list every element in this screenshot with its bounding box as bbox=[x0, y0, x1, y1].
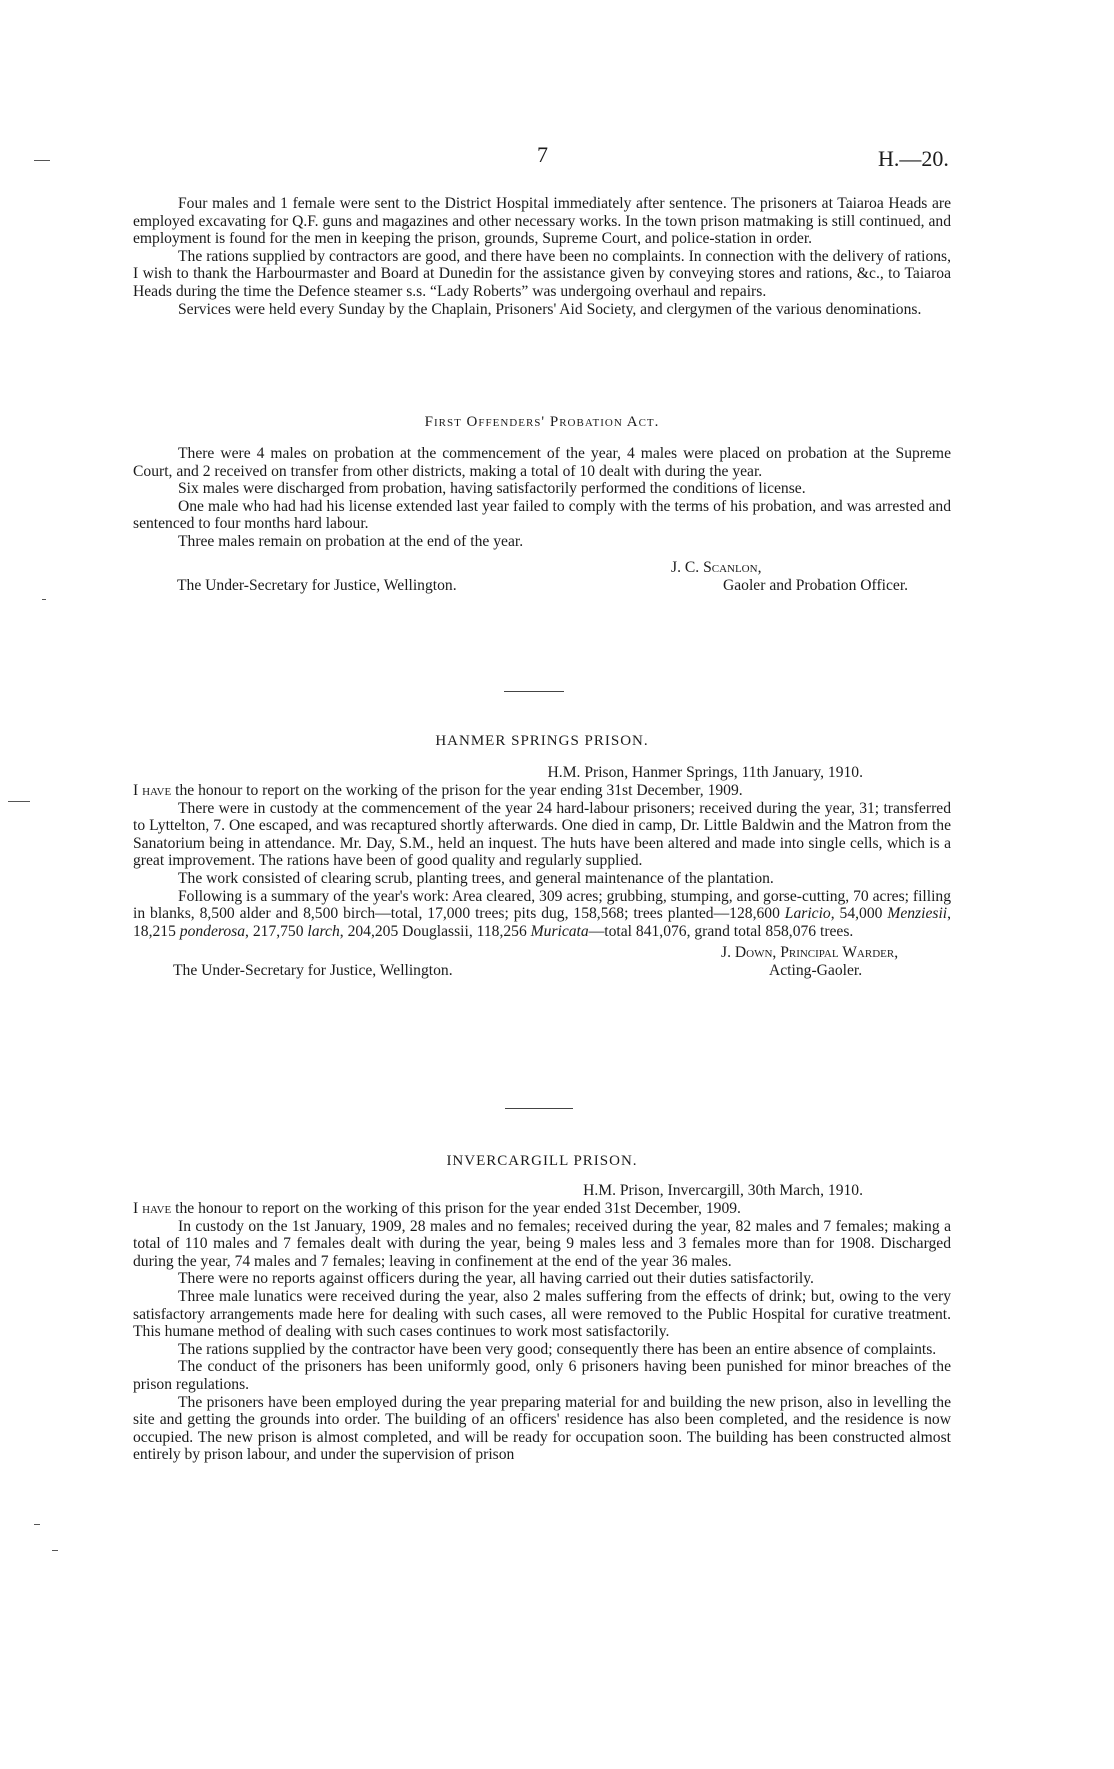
species-name: Muricata bbox=[530, 922, 589, 940]
species-name: Laricio bbox=[784, 905, 831, 923]
opening-paragraph bbox=[133, 1200, 951, 1218]
paragraph: In custody on the 1st January, 1909, 28 males and no females; received during the year, 82 males and 7 females; making a total of 110 males and 7 females dealt with during the year, being 9 males less and 3 females more than for 1908. Discharged during the year, 74 males and 7 females; leaving in confinement at the end of the year 36 males. bbox=[133, 1217, 951, 1270]
signatory-title: Gaoler and Probation Officer. bbox=[723, 576, 909, 594]
document-reference: H.—20. bbox=[878, 146, 949, 171]
margin-mark bbox=[8, 801, 30, 802]
signatory-title: Acting-Gaoler. bbox=[769, 962, 863, 980]
divider bbox=[504, 691, 564, 692]
signatory-name: J. Down, Principal Warder, bbox=[721, 944, 899, 962]
paragraph: The rations supplied by the contractor have been very good; consequently there has been an entire absence of complaints. bbox=[178, 1340, 937, 1358]
paragraph: One male who had had his license extended last year failed to comply with the terms of his probation, and was arrested and sentenced to four months hard labour. bbox=[133, 497, 951, 533]
section-heading: HANMER SPRINGS PRISON. bbox=[435, 733, 649, 749]
summary-text: Following is a summary of the year's work: Area cleared, 309 acres; grubbing, stumping, and gorse-cutting, 70 acres; filling in blanks, 8,500 alder and 8,500 birch—total, 17,000 trees; pits dug, 158,568; trees planted—128,600 bbox=[133, 887, 951, 923]
paragraph: Three male lunatics were received during the year, also 2 males suffering from the effects of drink; but, owing to the very satisfactory arrangements made here for dealing with such cases, all were removed to the Public Hospital for curative treatment. This humane method of dealing with such cases continues to work most satisfactorily. bbox=[133, 1287, 951, 1341]
paragraph: The prisoners have been employed during the year preparing material for and building the new prison, also in levelling the site and getting the grounds into order. The building of an officers' residence has also been completed, and the residence is now occupied. The new prison is almost completed, and will be ready for occupation soon. The building has been constructed almost entirely by prison labour, and under the supervision of prison bbox=[133, 1393, 951, 1464]
signature-block bbox=[133, 559, 951, 595]
addressee: The Under-Secretary for Justice, Wellington. bbox=[177, 576, 457, 594]
summary-paragraph bbox=[133, 888, 951, 941]
paragraph: There were no reports against officers during the year, all having carried out their duties satisfactorily. bbox=[178, 1270, 814, 1288]
opening-caps: I have bbox=[133, 782, 172, 799]
summary-text: , 54,000 bbox=[830, 905, 888, 923]
section-heading: INVERCARGILL PRISON. bbox=[446, 1153, 638, 1169]
opening-text: the honour to report on the working of the prison for the year ending 31st December, 1909. bbox=[171, 782, 743, 799]
paragraph: Three males remain on probation at the end of the year. bbox=[178, 532, 524, 550]
probation-section bbox=[133, 414, 951, 595]
opening-caps: I have bbox=[133, 1200, 172, 1217]
paragraph: The conduct of the prisoners has been uniformly good, only 6 prisoners having been punished for minor breaches of the prison regulations. bbox=[133, 1358, 951, 1393]
paragraph: The work consisted of clearing scrub, planting trees, and general maintenance of the plantation. bbox=[178, 869, 774, 887]
margin-mark bbox=[34, 1524, 40, 1525]
paragraph: Four males and 1 female were sent to the District Hospital immediately after sentence. The prisoners at Taiaroa Heads are employed excavating for Q.F. guns and magazines and other necessary works. In the town prison matmaking is still continued, and employment is found for the men in keeping the prison, grounds, Supreme Court, and police-station in order. bbox=[133, 195, 951, 248]
species-name: larch bbox=[307, 922, 340, 940]
summary-text: , 18,215 bbox=[133, 905, 952, 940]
paragraph: Six males were discharged from probation, having satisfactorily performed the conditions of license. bbox=[178, 480, 806, 498]
opening-text: the honour to report on the working of this prison for the year ended 31st December, 1909. bbox=[171, 1200, 741, 1217]
page-number: 7 bbox=[537, 142, 548, 167]
hanmer-section bbox=[133, 733, 951, 980]
species-name: Menziesii bbox=[887, 905, 948, 923]
paragraph: Services were held every Sunday by the Chaplain, Prisoners' Aid Society, and clergymen of the various denominations. bbox=[178, 300, 922, 318]
signatory-name: J. C. Scanlon, bbox=[671, 558, 762, 576]
summary-text: , 204,205 Douglassii, 118,256 bbox=[339, 922, 531, 940]
dateline: H.M. Prison, Invercargill, 30th March, 1910. bbox=[583, 1182, 863, 1199]
section-heading: First Offenders' Probation Act. bbox=[424, 414, 660, 430]
margin-mark bbox=[34, 160, 50, 161]
paragraph: There were in custody at the commencement of the year 24 hard-labour prisoners; received during the year, 31; transferred to Lyttelton, 7. One escaped, and was recaptured shortly afterwards. One died in camp, Dr. Little Baldwin and the Matron from the Sanatorium being in attendance. Mr. Day, S.M., held an inquest. The huts have been altered and made into single cells, which is a great improvement. The rations have been of good quality and regularly supplied. bbox=[133, 799, 951, 870]
invercargill-section bbox=[133, 1153, 951, 1464]
summary-text: —total 841,076, grand total 858,076 trees. bbox=[588, 922, 854, 940]
addressee: The Under-Secretary for Justice, Wellington. bbox=[173, 962, 453, 980]
dateline: H.M. Prison, Hanmer Springs, 11th January, 1910. bbox=[547, 764, 863, 781]
margin-mark bbox=[42, 599, 46, 600]
signature-block bbox=[133, 944, 951, 980]
summary-text: , 217,750 bbox=[245, 922, 308, 940]
opening-paragraph bbox=[133, 782, 951, 800]
paragraph: The rations supplied by contractors are good, and there have been no complaints. In connection with the delivery of rations, I wish to thank the Harbourmaster and Board at Dunedin for the assistance given by conveying stores and rations, &c., to Taiaroa Heads during the time the Defence steamer s.s. “Lady Roberts” was undergoing overhaul and repairs. bbox=[133, 247, 951, 300]
species-name: ponderosa bbox=[179, 922, 246, 940]
margin-mark bbox=[52, 1550, 58, 1551]
paragraph: There were 4 males on probation at the commencement of the year, 4 males were placed on probation at the Supreme Court, and 2 received on transfer from other districts, making a total of 10 dealt with during the year. bbox=[133, 445, 951, 480]
divider bbox=[505, 1108, 573, 1109]
dunedin-section bbox=[133, 195, 951, 318]
